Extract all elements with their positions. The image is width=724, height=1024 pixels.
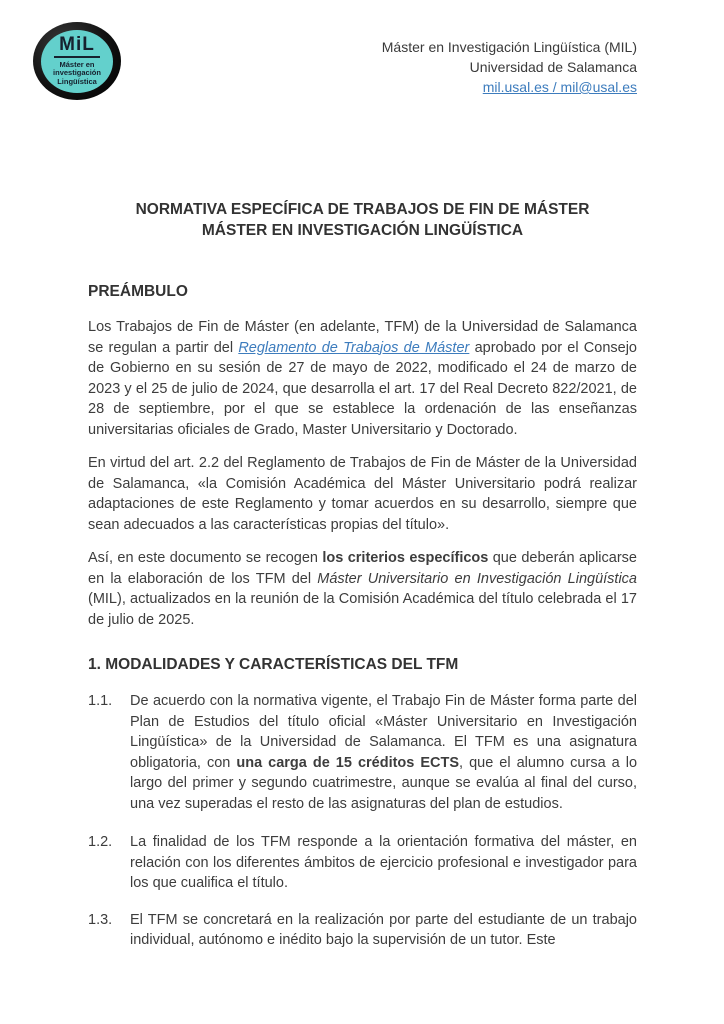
preamble-heading: PREÁMBULO — [88, 283, 188, 300]
logo-divider — [54, 56, 100, 58]
header-university-name: Universidad de Salamanca — [469, 59, 637, 75]
preamble-paragraph-3 — [88, 548, 637, 630]
bold-ects-text: una carga de 15 créditos ECTS — [236, 754, 460, 771]
document-header — [0, 0, 724, 102]
list-item-number: 1.2. — [88, 834, 113, 850]
header-website-email-link[interactable]: mil.usal.es / mil@usal.es — [482, 79, 637, 95]
paragraph-text: De acuerdo con la normativa vigente, el Trabajo Fin de Máster forma parte del Plan de Estudios del título oficial «Máster Universitario en Investigación Lingüística» de la Universidad de Salamanca. El TFM es una asignatura obligatoria, con — [130, 693, 637, 771]
list-item-1-1 — [88, 691, 637, 814]
document-title — [88, 199, 637, 241]
paragraph-text: que deberán aplicarse en la elaboración de los TFM del — [88, 550, 637, 587]
italic-master-name: Máster Universitario en Investigación Lingüística — [317, 570, 637, 587]
list-item-text — [130, 691, 637, 814]
paragraph-text: La finalidad de los TFM responde a la orientación formativa del máster, en relación con los diferentes ámbitos de ejercicio profesional e investigador para los que cualifica el título. — [130, 834, 637, 891]
document-body — [0, 199, 724, 951]
logo-small-line3: Lingüística — [57, 76, 97, 86]
reglamento-tfm-link[interactable]: Reglamento de Trabajos de Máster — [238, 339, 470, 356]
list-item-1-3 — [88, 910, 637, 951]
paragraph-text: , que el alumno cursa a lo largo del primer y segundo cuatrimestre, aunque se evalúa al final del curso, una vez superadas el resto de las asignaturas del plan de estudios. — [130, 754, 638, 812]
document-title-line2: MÁSTER EN INVESTIGACIÓN LINGÜÍSTICA — [201, 222, 524, 239]
document-title-line1: NORMATIVA ESPECÍFICA DE TRABAJOS DE FIN DE MÁSTER — [135, 201, 590, 218]
mil-logo-inner — [41, 30, 113, 93]
logo-small-line2: investigación — [53, 68, 101, 78]
mil-logo-icon — [33, 22, 121, 100]
paragraph-text: Así, en este documento se recogen — [88, 550, 323, 566]
list-item-number: 1.3. — [88, 911, 113, 928]
list-item-text — [130, 832, 637, 894]
list-item-1-2 — [88, 832, 637, 894]
logo-small-line1: Máster en — [59, 59, 95, 69]
paragraph-text: Los Trabajos de Fin de Máster (en adelante, TFM) de la Universidad de Salamanca se regulan a partir del — [88, 319, 637, 356]
list-item-number: 1.1. — [88, 693, 113, 709]
paragraph-text: (MIL), actualizados en la reunión de la Comisión Académica del título celebrada el 17 de julio de 2025. — [88, 591, 637, 628]
logo-acronym: MiL — [59, 33, 95, 55]
header-contact-block — [382, 22, 637, 97]
bold-criteria-text: los criterios específicos — [322, 550, 489, 566]
preamble-paragraph-2: En virtud del art. 2.2 del Reglamento de Trabajos de Fin de Máster de la Universidad de Salamanca, «la Comisión Académica del Máster Universitario podrá realizar adaptaciones de este Reglamento y tomar acuerdos en su desarrollo, siempre que sean adecuados a las características propias del título». — [88, 455, 637, 533]
preamble-paragraph-1 — [88, 317, 637, 440]
paragraph-text: El TFM se concretará en la realización por parte del estudiante de un trabajo individual, autónomo e inédito bajo la supervisión de un tutor. Este — [130, 911, 637, 948]
header-master-name: Máster en Investigación Lingüística (MIL) — [381, 39, 637, 55]
list-item-text — [130, 910, 637, 951]
paragraph-text: aprobado por el Consejo de Gobierno en su sesión de 27 de mayo de 2022, modificado el 24 de marzo de 2023 y el 25 de julio de 2024, que desarrolla el art. 17 del Real Decreto 822/2021, de 28 de septiembre, por el que se establece la ordenación de las enseñanzas universitarias oficiales de Grado, Master Universitario y Doctorado. — [88, 339, 637, 438]
section-1-heading: 1. MODALIDADES Y CARACTERÍSTICAS DEL TFM — [88, 656, 459, 673]
